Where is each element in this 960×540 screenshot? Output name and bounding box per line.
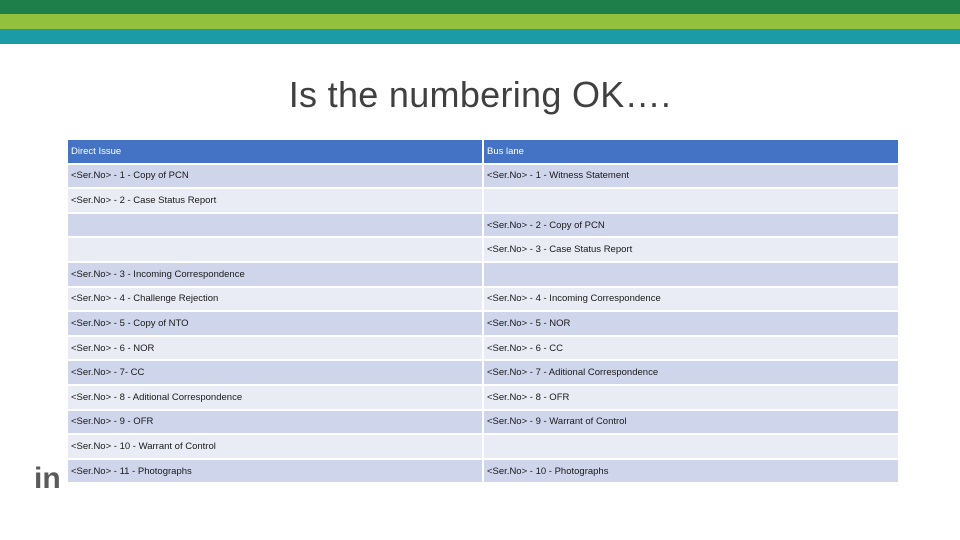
- table-row: [68, 238, 898, 261]
- table-cell: <Ser.No> - 4 - Incoming Correspondence: [484, 288, 898, 311]
- table-cell: [484, 435, 898, 458]
- table-cell: [68, 238, 482, 261]
- table-cell: <Ser.No> - 5 - NOR: [484, 312, 898, 335]
- table-row: [68, 288, 898, 311]
- logo-fragment: in: [34, 462, 61, 495]
- table-cell: <Ser.No> - 6 - CC: [484, 337, 898, 360]
- top-band-green: [0, 0, 960, 14]
- table-header-row: [68, 140, 898, 163]
- header-cell-bus-lane: Bus lane: [484, 140, 898, 163]
- table-cell: <Ser.No> - 5 - Copy of NTO: [68, 312, 482, 335]
- table-row: [68, 435, 898, 458]
- table-cell: <Ser.No> - 11 - Photographs: [68, 460, 482, 483]
- table-row: [68, 337, 898, 360]
- numbering-table: [66, 138, 900, 484]
- table-cell: <Ser.No> - 2 - Copy of PCN: [484, 214, 898, 237]
- header-cell-direct-issue: Direct Issue: [68, 140, 482, 163]
- table-cell: <Ser.No> - 8 - Aditional Correspondence: [68, 386, 482, 409]
- slide-title: Is the numbering OK….: [288, 74, 672, 116]
- table-cell: <Ser.No> - 1 - Copy of PCN: [68, 165, 482, 188]
- table-cell: <Ser.No> - 3 - Case Status Report: [484, 238, 898, 261]
- table-cell: <Ser.No> - 10 - Warrant of Control: [68, 435, 482, 458]
- table-row: [68, 165, 898, 188]
- table-row: [68, 386, 898, 409]
- table-cell: <Ser.No> - 8 - OFR: [484, 386, 898, 409]
- table-cell: <Ser.No> - 10 - Photographs: [484, 460, 898, 483]
- table-row: [68, 263, 898, 286]
- table-cell: <Ser.No> - 3 - Incoming Correspondence: [68, 263, 482, 286]
- table-row: [68, 312, 898, 335]
- table-cell: <Ser.No> - 7 - Aditional Correspondence: [484, 361, 898, 384]
- table-row: [68, 460, 898, 483]
- table-cell: <Ser.No> - 6 - NOR: [68, 337, 482, 360]
- table-cell: <Ser.No> - 7- CC: [68, 361, 482, 384]
- table-cell: <Ser.No> - 9 - OFR: [68, 411, 482, 434]
- table-row: [68, 361, 898, 384]
- table-cell: [68, 214, 482, 237]
- table-cell: [484, 263, 898, 286]
- table-cell: <Ser.No> - 9 - Warrant of Control: [484, 411, 898, 434]
- table-row: [68, 411, 898, 434]
- table-cell: <Ser.No> - 1 - Witness Statement: [484, 165, 898, 188]
- table-row: [68, 214, 898, 237]
- table-cell: [484, 189, 898, 212]
- table-cell: <Ser.No> - 2 - Case Status Report: [68, 189, 482, 212]
- top-band-teal: [0, 29, 960, 44]
- table-row: [68, 189, 898, 212]
- table-cell: <Ser.No> - 4 - Challenge Rejection: [68, 288, 482, 311]
- top-band-lime: [0, 14, 960, 29]
